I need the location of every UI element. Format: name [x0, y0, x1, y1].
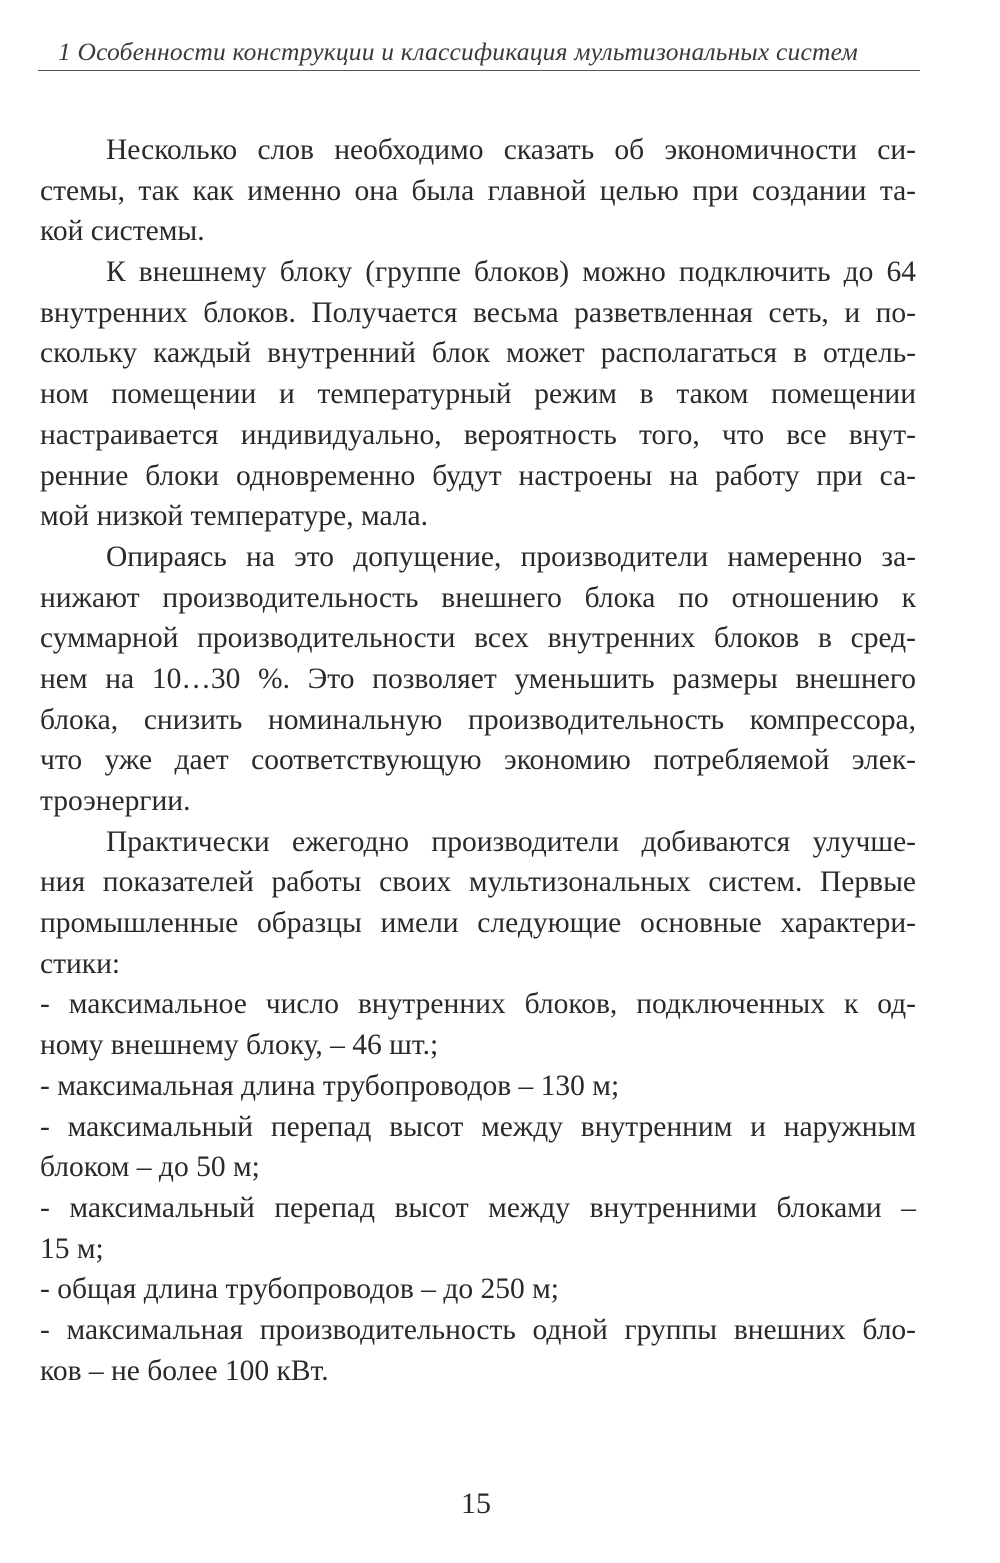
- text-line: нижают производительность внешнего блока по отношению к: [40, 581, 916, 614]
- text-line: К внешнему блоку (группе блоков) можно подключить до 64: [106, 256, 916, 289]
- text-line: стики:: [40, 947, 121, 980]
- header-rule: [38, 70, 920, 71]
- text-line: нем на 10…30 %. Это позволяет уменьшить размеры внешнего: [40, 662, 916, 695]
- page-body: [40, 130, 916, 1391]
- text-line: мой низкой температуре, мала.: [40, 500, 429, 533]
- text-line: - максимальный перепад высот между внутренним и наружным: [40, 1110, 916, 1143]
- running-header: 1 Особенности конструкции и классификация мультизональных систем: [58, 37, 858, 66]
- text-line: Несколько слов необходимо сказать об экономичности си-: [106, 134, 916, 166]
- page-number: 15: [461, 1487, 491, 1520]
- text-line: настраивается индивидуально, вероятность того, что все внут-: [40, 418, 916, 451]
- text-line: ков – не более 100 кВт.: [40, 1354, 329, 1387]
- text-line: что уже дает соответствующую экономию потребляемой элек-: [40, 744, 916, 777]
- text-line: Опираясь на это допущение, производители намеренно за-: [106, 540, 916, 573]
- text-line: блока, снизить номинальную производительность компрессора,: [40, 703, 916, 736]
- text-line: скольку каждый внутренний блок может располагаться в отдель-: [40, 337, 916, 370]
- text-line: - общая длина трубопроводов – до 250 м;: [40, 1273, 559, 1306]
- text-line: Практически ежегодно производители добиваются улучше-: [106, 825, 916, 858]
- text-line: - максимальная производительность одной группы внешних бло-: [40, 1313, 916, 1346]
- text-line: кой системы.: [40, 215, 205, 248]
- text-line: троэнергии.: [40, 785, 191, 817]
- text-line: промышленные образцы имели следующие основные характери-: [40, 907, 916, 940]
- text-line: - максимальный перепад высот между внутренними блоками –: [40, 1191, 916, 1224]
- text-line: ренние блоки одновременно будут настроены на работу при са-: [40, 459, 916, 492]
- text-line: внутренних блоков. Получается весьма разветвленная сеть, и по-: [40, 296, 916, 329]
- text-line: ном помещении и температурный режим в таком помещении: [40, 378, 916, 411]
- text-line: стемы, так как именно она была главной целью при создании та-: [40, 174, 916, 207]
- text-line: блоком – до 50 м;: [40, 1151, 260, 1184]
- text-line: ния показателей работы своих мультизональных систем. Первые: [40, 866, 916, 899]
- text-line: - максимальное число внутренних блоков, подключенных к од-: [40, 988, 916, 1021]
- text-line: - максимальная длина трубопроводов – 130 м;: [40, 1069, 620, 1102]
- text-line: суммарной производительности всех внутренних блоков в сред-: [40, 622, 916, 655]
- text-line: 15 м;: [40, 1232, 104, 1265]
- text-line: ному внешнему блоку, – 46 шт.;: [40, 1029, 439, 1062]
